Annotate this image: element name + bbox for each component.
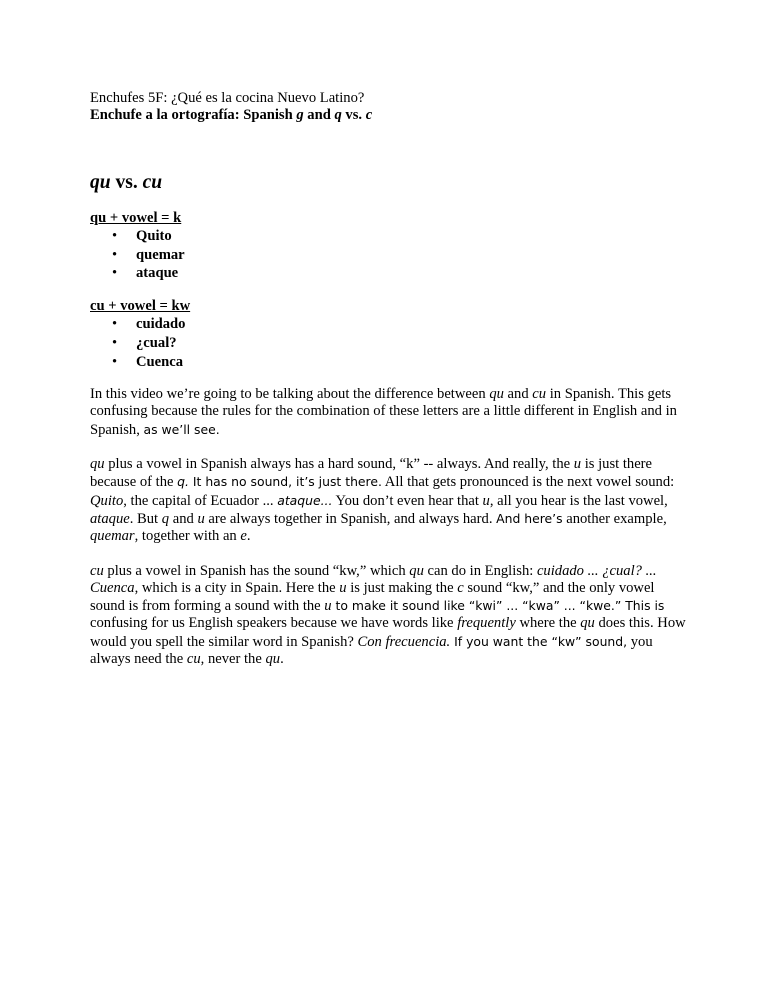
qu-examples-list (90, 227, 690, 283)
paragraph-qu: qu plus a vowel in Spanish always has a hard sound, “k” -- always. And really, the u is just there because of the q. It has no sound, it’s just there. All that gets pronounced is the next vowel sound: Quito, the capital of Ecuador ... ataque... You don’t even hear that u, all you hear is the last vowel, ataque. But q and u are always together in Spanish, and always hard. And here’s another example, quemar, together with an e. (90, 456, 675, 545)
cu-examples-list (90, 315, 690, 371)
document-header (90, 90, 690, 107)
qu-rule-label: qu + vowel = k (90, 209, 182, 226)
paragraph-cu: cu plus a vowel in Spanish has the sound “kw,” which qu can do in English: cuidado ... ¿cual? ... Cuenca, which is a city in Spain. Here the u is just making the c sound “kw,” and the only vowel sound is from forming a sound with the u to make it sound like “kwi” ... “kwa” ... “kwe.” This is confusing for us English speakers because we have words like frequently where the qu does this. How would you spell the similar word in Spanish? Con frecuencia. If you want the “kw” sound, you always need the cu, never the qu. (90, 562, 686, 668)
list-item: • Cuenca (90, 353, 690, 372)
section-title: qu vs. cu (90, 171, 163, 193)
list-item: • ataque (90, 264, 690, 283)
list-item: • quemar (90, 246, 690, 265)
qu-rule-block (90, 210, 690, 283)
document-subheader: Enchufe a la ortografía: Spanish g and q vs. c (90, 107, 373, 124)
list-item: • ¿cual? (90, 334, 690, 353)
list-item: • Quito (90, 227, 690, 246)
cu-rule-label: cu + vowel = kw (90, 298, 191, 314)
cu-rule-block (90, 298, 690, 371)
paragraph-intro: In this video we’re going to be talking about the difference between qu and cu in Spanish. This gets confusing because the rules for the combination of these letters are a little different in English and in Spanish, as we’ll see. (90, 386, 677, 438)
list-item: • cuidado (90, 315, 690, 334)
header-line-1: Enchufes 5F: ¿Qué es la cocina Nuevo Latino? (90, 90, 365, 106)
document-page (90, 90, 690, 685)
